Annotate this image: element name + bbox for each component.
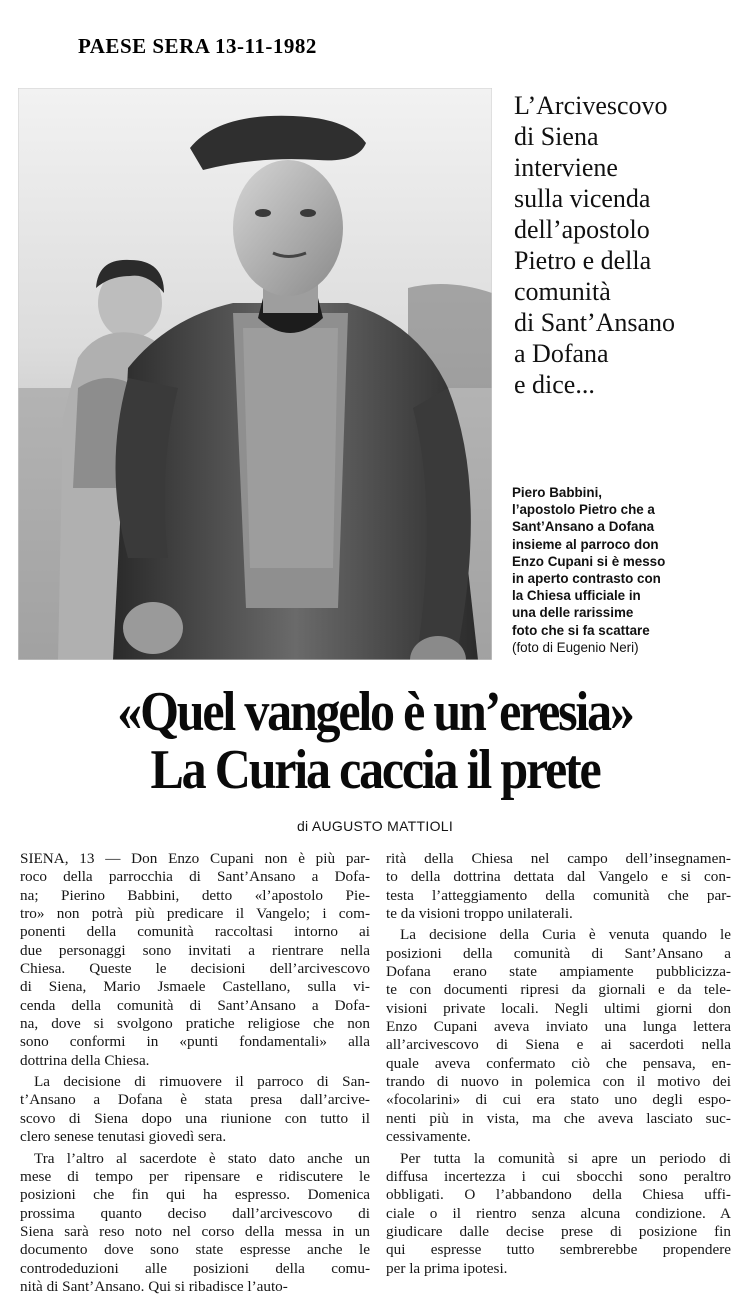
article-line: scovo di Siena dopo una riunione con tutto il <box>20 1110 370 1128</box>
dek-line: interviene <box>514 152 739 183</box>
article-line: te da visioni troppo unilaterali. <box>386 905 731 923</box>
article-paragraph <box>20 1150 370 1296</box>
byline: di AUGUSTO MATTIOLI <box>0 818 750 834</box>
article-line: cenda della comunità di Sant’Ansano a Dofa- <box>20 997 370 1015</box>
caption-line: una delle rarissime <box>512 604 744 621</box>
article-line: na, dove si svolgono pratiche religiose che non <box>20 1015 370 1033</box>
photo-caption <box>512 484 744 656</box>
article-line: prossima quanto deciso dall’arcivescovo di <box>20 1205 370 1223</box>
article-paragraph <box>20 1073 370 1146</box>
article-line: posizioni della comunità di Sant’Ansano a <box>386 945 731 963</box>
dek-line: e dice... <box>514 369 739 400</box>
news-photo <box>18 88 492 660</box>
article-line: sono conformi in «punti fondamentali» alla <box>20 1033 370 1051</box>
caption-line: la Chiesa ufficiale in <box>512 587 744 604</box>
article-line: t’Ansano a Dofana è stata presa dall’arcive- <box>20 1091 370 1109</box>
article-line: cessivamente. <box>386 1128 731 1146</box>
photo-credit: (foto di Eugenio Neri) <box>512 639 744 656</box>
caption-line: Enzo Cupani si è messo <box>512 553 744 570</box>
article-paragraph <box>386 1150 731 1278</box>
article-line: documento dove sono state espresse anche le <box>20 1241 370 1259</box>
article-line: to della dottrina dettata dal Vangelo e si con- <box>386 868 731 886</box>
masthead-title: PAESE SERA 13-11-1982 <box>78 34 317 59</box>
article-line: diffusa incertezza i cui sbocchi sono peraltro <box>386 1168 731 1186</box>
article-line: dottrina della Chiesa. <box>20 1052 370 1070</box>
article-line: nenti più in vista, ma che aveva lasciato suc- <box>386 1110 731 1128</box>
article-line: tro» non potrà più predicare il Vangelo; i com- <box>20 905 370 923</box>
article-line: rità della Chiesa nel campo dell’insegnamen- <box>386 850 731 868</box>
dek-line: di Sant’Ansano <box>514 307 739 338</box>
article-line: roco della parrocchia di Sant’Ansano a Dofa- <box>20 868 370 886</box>
dek-line: dell’apostolo <box>514 214 739 245</box>
article-line: clero senese tenutasi giovedì sera. <box>20 1128 370 1146</box>
caption-line: foto che si fa scattare <box>512 622 744 639</box>
caption-line: Piero Babbini, <box>512 484 744 501</box>
article-line: mese di tempo per ripensare e ridiscutere le <box>20 1168 370 1186</box>
article-line: Dofana erano state ampiamente pubblicizza- <box>386 963 731 981</box>
headline-line-2: La Curia caccia il prete <box>0 737 750 802</box>
article-line: qui espresse tutto sembrerebbe propendere <box>386 1241 731 1259</box>
article-line: obbligati. O l’abbandono della Chiesa uffi- <box>386 1186 731 1204</box>
article-line: all’arcivescovo di Siena e ai sacerdoti nella <box>386 1036 731 1054</box>
article-line: trando di nuovo in polemica con il motivo dei <box>386 1073 731 1091</box>
article-line: Tra l’altro al sacerdote è stato dato anche un <box>20 1150 370 1168</box>
article-line: di Siena, Mario Jsmaele Castellano, sulla vi- <box>20 978 370 996</box>
caption-line: Sant’Ansano a Dofana <box>512 518 744 535</box>
article-line: posizioni che fin qui ha espresso. Domenica <box>20 1186 370 1204</box>
article-line: La decisione della Curia è venuta quando le <box>386 926 731 944</box>
article-line: Siena sarà reso noto nel corso della messa in un <box>20 1223 370 1241</box>
article-line: testa l’atteggiamento della comunità che par- <box>386 887 731 905</box>
article-line: te con documenti ripresi da giornali e da tele- <box>386 981 731 999</box>
article-line: nità di Sant’Ansano. Qui si ribadisce l’auto- <box>20 1278 370 1296</box>
article-line: La decisione di rimuovere il parroco di San- <box>20 1073 370 1091</box>
article-line: controdeduzioni alle posizioni della comu- <box>20 1260 370 1278</box>
article-line: ciale o il rientro senza alcuna condizione. A <box>386 1205 731 1223</box>
headline-line-1: «Quel vangelo è un’eresia» <box>0 679 750 744</box>
article-line: na; Pierino Babbini, detto «l’apostolo Pie- <box>20 887 370 905</box>
article-line: due personaggi sono invitati a rientrare nella <box>20 942 370 960</box>
photo-illustration <box>18 88 492 660</box>
article-line: ponenti della comunità raccoltasi intorno ai <box>20 923 370 941</box>
article-column-2 <box>386 850 731 1278</box>
caption-line: in aperto contrasto con <box>512 570 744 587</box>
dek-line: di Siena <box>514 121 739 152</box>
article-line: per la prima ipotesi. <box>386 1260 731 1278</box>
caption-line: insieme al parroco don <box>512 536 744 553</box>
caption-line: l’apostolo Pietro che a <box>512 501 744 518</box>
article-paragraph <box>20 850 370 1070</box>
dek-line: comunità <box>514 276 739 307</box>
article-line: Chiesa. Queste le decisioni dell’arcivescovo <box>20 960 370 978</box>
article-dek <box>514 90 739 400</box>
dek-line: Pietro e della <box>514 245 739 276</box>
dek-line: L’Arcivescovo <box>514 90 739 121</box>
article-line: visioni private locali. Negli ultimi giorni don <box>386 1000 731 1018</box>
article-column-1 <box>20 850 370 1296</box>
article-line: Enzo Cupani aveva inviato una lunga lettera <box>386 1018 731 1036</box>
article-paragraph <box>386 926 731 1146</box>
article-line: quale aveva confermato ciò che pensava, en- <box>386 1055 731 1073</box>
article-line: SIENA, 13 — Don Enzo Cupani non è più par- <box>20 850 370 868</box>
article-paragraph <box>386 850 731 923</box>
article-line: Per tutta la comunità si apre un periodo di <box>386 1150 731 1168</box>
article-line: «focolarini» di cui era stato uno degli espo- <box>386 1091 731 1109</box>
dek-line: a Dofana <box>514 338 739 369</box>
article-line: giudicare dalle decise prese di posizione fin <box>386 1223 731 1241</box>
dek-line: sulla vicenda <box>514 183 739 214</box>
